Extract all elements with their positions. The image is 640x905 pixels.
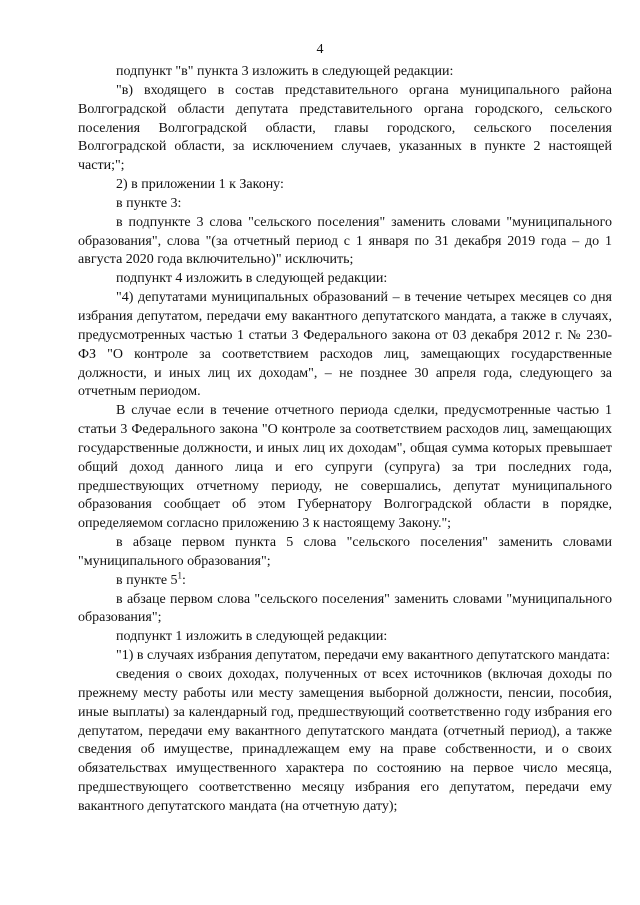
paragraph: подпункт "в" пункта 3 изложить в следующей редакции: xyxy=(116,64,454,79)
paragraph: 2) в приложении 1 к Закону: xyxy=(116,177,284,193)
page-number: 4 xyxy=(316,42,324,57)
paragraph: подпункт 1 изложить в следующей редакции: xyxy=(116,629,388,645)
paragraph: в подпункте 3 слова "сельского поселения" заменить словами "муниципального образования", слова "(за отчетный период с 1 января по 31 декабря 2019 года – до 1 августа 2020 года включительно)" исключить; xyxy=(78,214,612,268)
paragraph: в пункте 3: xyxy=(116,195,182,211)
paragraph: подпункт 4 изложить в следующей редакции: xyxy=(116,271,388,287)
document-body xyxy=(78,63,612,817)
paragraph: В случае если в течение отчетного периода сделки, предусмотренные частью 1 статьи 3 Федерального закона "О контроле за соответствием расходов лиц, замещающих государственные должности, и иных лиц их доходам", общая сумма которых превышает общий доход данного лица и его супруги (супруга) за три последних года, предшествующих отчетному периоду, не совершались, депутат муниципального образования сообщает об этом Губернатору Волгоградской области в порядке, определяемом согласно приложению 3 к настоящему Закону."; xyxy=(78,403,612,532)
punkt-5-1-superscript: 1 xyxy=(177,570,183,581)
paragraph: "1) в случаях избрания депутатом, передачи ему вакантного депутатского мандата: xyxy=(116,648,611,664)
paragraph: "в) входящего в состав представительного органа муниципального района Волгоградской области депутата представительного органа городского, сельского поселения Волгоградской области, главы городского, сельского поселения Волгоградской области, за исключением случаев, указанных в пункте 2 настоящей части;"; xyxy=(78,82,612,174)
paragraph: в абзаце первом слова "сельского поселения" заменить словами "муниципального образования"; xyxy=(78,591,612,626)
punkt-5-1-prefix: в пункте 5 xyxy=(116,572,178,588)
paragraph-punkt-5-1 xyxy=(78,572,612,591)
punkt-5-1-suffix: : xyxy=(182,572,186,588)
paragraph: "4) депутатами муниципальных образований – в течение четырех месяцев со дня избрания депутатом, передачи ему вакантного депутатского мандата, а также в случаях, предусмотренных частью 1 статьи 3 Федерального закона от 03 декабря 2012 г. № 230-ФЗ "О контроле за соответствием расходов лиц, замещающих государственные должности, и иных лиц их доходам", – не позднее 30 апреля года, следующего за отчетным периодом. xyxy=(78,290,612,400)
paragraph: сведения о своих доходах, полученных от всех источников (включая доходы по прежнему месту работы или месту замещения выборной должности, пенсии, пособия, иные выплаты) за календарный год, предшествующий соответственно году избрания его депутатом, передачи ему вакантного депутатского мандата (отчетный период), а также сведения об имуществе, принадлежащем ему на праве собственности, и о своих обязательствах имущественного характера по состоянию на первое число месяца, предшествующего соответственно месяцу избрания его депутатом, передачи ему вакантного депутатского мандата (на отчетную дату); xyxy=(78,667,612,814)
paragraph: в абзаце первом пункта 5 слова "сельского поселения" заменить словами "муниципального образования"; xyxy=(78,535,612,569)
